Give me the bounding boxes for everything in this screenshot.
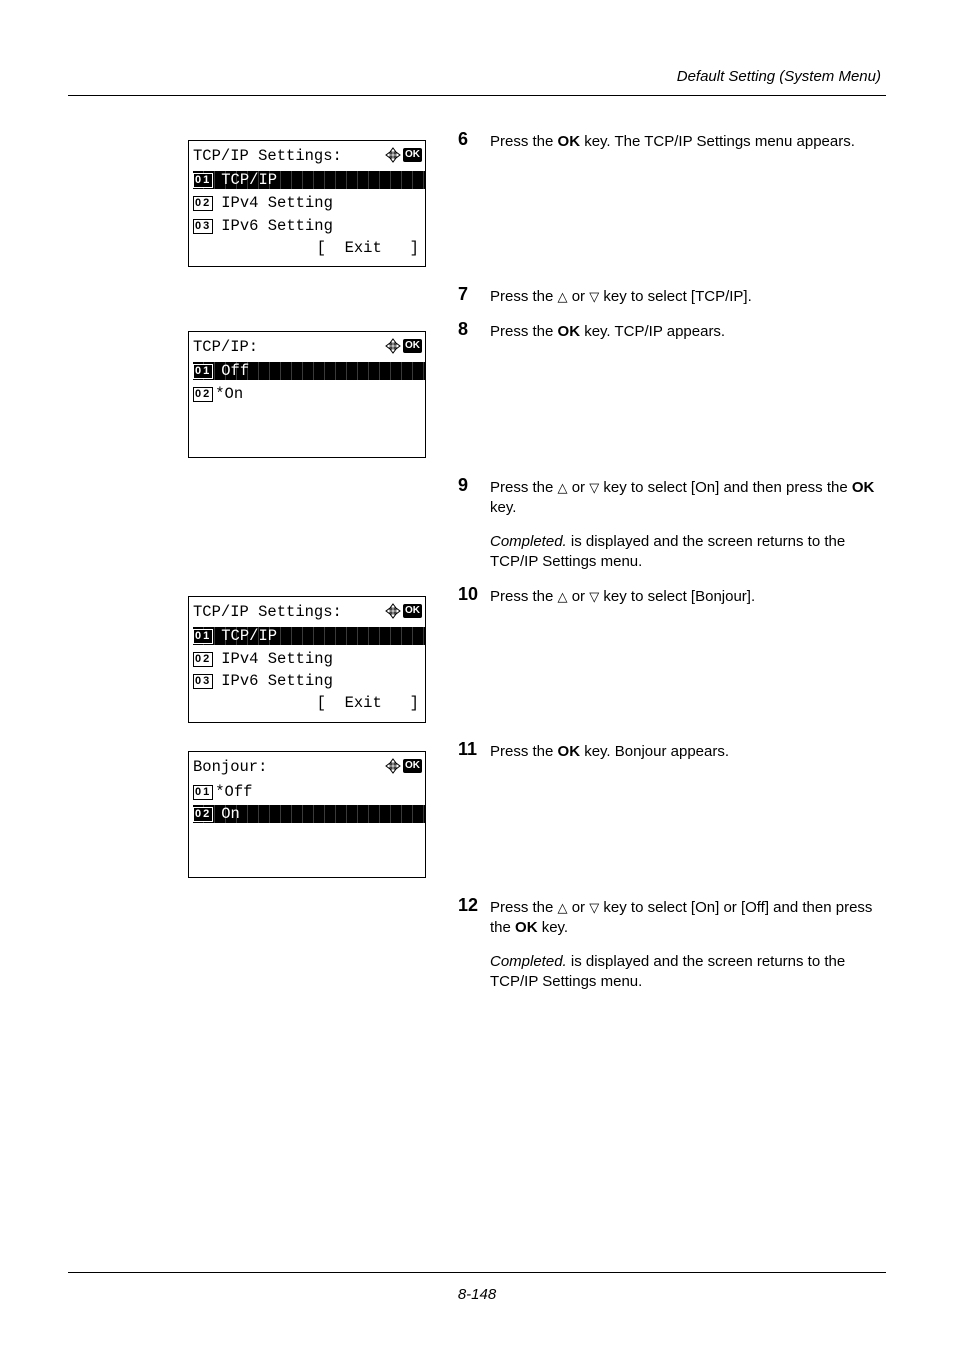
item-number: 01 bbox=[195, 173, 212, 186]
item-number: 02 bbox=[195, 387, 212, 400]
lcd-screen-tcpip-settings bbox=[188, 140, 426, 267]
down-triangle-icon: ▽ bbox=[589, 289, 600, 304]
step-text: Press the △ or ▽ key to select [On] or [Off] and then press the OK key. bbox=[490, 899, 873, 936]
item-label: *On bbox=[215, 385, 244, 403]
step-number: 10 bbox=[458, 584, 479, 604]
item-number: 01 bbox=[195, 785, 212, 798]
ok-key-icon: OK bbox=[405, 340, 420, 351]
step-text: Press the △ or ▽ key to select [TCP/IP]. bbox=[490, 288, 752, 305]
lcd-softkey-row bbox=[193, 694, 425, 712]
item-number: 03 bbox=[195, 674, 212, 687]
dpad-arrows-icon bbox=[385, 758, 401, 774]
lcd-menu-item bbox=[193, 672, 425, 690]
item-number: 02 bbox=[195, 807, 212, 820]
item-number: 02 bbox=[195, 196, 212, 209]
item-number: 01 bbox=[195, 629, 212, 642]
exit-softkey: [ Exit ] bbox=[316, 694, 419, 712]
lcd-screen-tcpip bbox=[188, 331, 426, 458]
footer-rule bbox=[68, 1272, 886, 1273]
down-triangle-icon: ▽ bbox=[589, 589, 600, 604]
up-triangle-icon: △ bbox=[557, 589, 568, 604]
lcd-menu-item-selected bbox=[193, 362, 425, 380]
step-number: 9 bbox=[458, 475, 469, 495]
dpad-arrows-icon bbox=[385, 147, 401, 163]
down-triangle-icon: ▽ bbox=[589, 900, 600, 915]
item-label: Off bbox=[221, 362, 250, 380]
lcd-nav-icons bbox=[385, 758, 422, 774]
lcd-nav-icons bbox=[385, 338, 422, 354]
step-number: 11 bbox=[458, 739, 478, 759]
item-label: IPv6 Setting bbox=[221, 672, 333, 690]
item-label: IPv4 Setting bbox=[221, 194, 333, 212]
step-text: Press the OK key. TCP/IP appears. bbox=[490, 323, 726, 340]
step-text: Press the OK key. The TCP/IP Settings menu appears. bbox=[490, 133, 855, 150]
item-label: TCP/IP bbox=[221, 171, 278, 189]
ok-key-icon: OK bbox=[405, 605, 420, 616]
up-triangle-icon: △ bbox=[557, 900, 568, 915]
lcd-softkey-row bbox=[193, 239, 425, 257]
step-number: 12 bbox=[458, 895, 479, 915]
lcd-nav-icons bbox=[385, 147, 422, 163]
lcd-menu-item bbox=[193, 217, 425, 235]
lcd-screen-tcpip-settings bbox=[188, 596, 426, 723]
step-text: Press the △ or ▽ key to select [Bonjour]. bbox=[490, 588, 756, 605]
item-number: 02 bbox=[195, 652, 212, 665]
ok-key-icon: OK bbox=[405, 760, 420, 771]
step-9-note: Completed. is displayed and the screen returns to the TCP/IP Settings menu. bbox=[490, 533, 846, 570]
page-number: 8-148 bbox=[457, 1286, 497, 1303]
lcd-title: TCP/IP Settings: bbox=[193, 603, 342, 621]
item-label: IPv6 Setting bbox=[221, 217, 333, 235]
dpad-arrows-icon bbox=[385, 338, 401, 354]
lcd-menu-item-selected bbox=[193, 627, 425, 645]
header-rule bbox=[68, 95, 886, 96]
lcd-nav-icons bbox=[385, 603, 422, 619]
item-label: *Off bbox=[215, 783, 253, 801]
step-text: Press the △ or ▽ key to select [On] and then press the OK key. bbox=[490, 479, 875, 516]
item-label: TCP/IP bbox=[221, 627, 278, 645]
item-number: 01 bbox=[195, 364, 212, 377]
lcd-title: Bonjour: bbox=[193, 758, 268, 776]
item-label: IPv4 Setting bbox=[221, 650, 333, 668]
up-triangle-icon: △ bbox=[557, 480, 568, 495]
dpad-arrows-icon bbox=[385, 603, 401, 619]
lcd-menu-item-selected bbox=[193, 805, 425, 823]
lcd-menu-item bbox=[193, 194, 425, 212]
step-number: 6 bbox=[458, 129, 469, 149]
lcd-menu-item bbox=[193, 783, 425, 801]
step-number: 8 bbox=[458, 319, 469, 339]
lcd-menu-item bbox=[193, 650, 425, 668]
lcd-menu-item-selected bbox=[193, 171, 425, 189]
up-triangle-icon: △ bbox=[557, 289, 568, 304]
step-12-note: Completed. is displayed and the screen returns to the TCP/IP Settings menu. bbox=[490, 953, 846, 990]
lcd-title: TCP/IP: bbox=[193, 338, 259, 356]
item-number: 03 bbox=[195, 219, 212, 232]
step-number: 7 bbox=[458, 284, 469, 304]
lcd-title: TCP/IP Settings: bbox=[193, 147, 342, 165]
lcd-menu-item bbox=[193, 385, 425, 403]
down-triangle-icon: ▽ bbox=[589, 480, 600, 495]
running-header: Default Setting (System Menu) bbox=[676, 68, 881, 85]
exit-softkey: [ Exit ] bbox=[316, 239, 419, 257]
step-text: Press the OK key. Bonjour appears. bbox=[490, 743, 730, 760]
item-label: On bbox=[221, 805, 240, 823]
lcd-screen-bonjour bbox=[188, 751, 426, 878]
ok-key-icon: OK bbox=[405, 149, 420, 160]
